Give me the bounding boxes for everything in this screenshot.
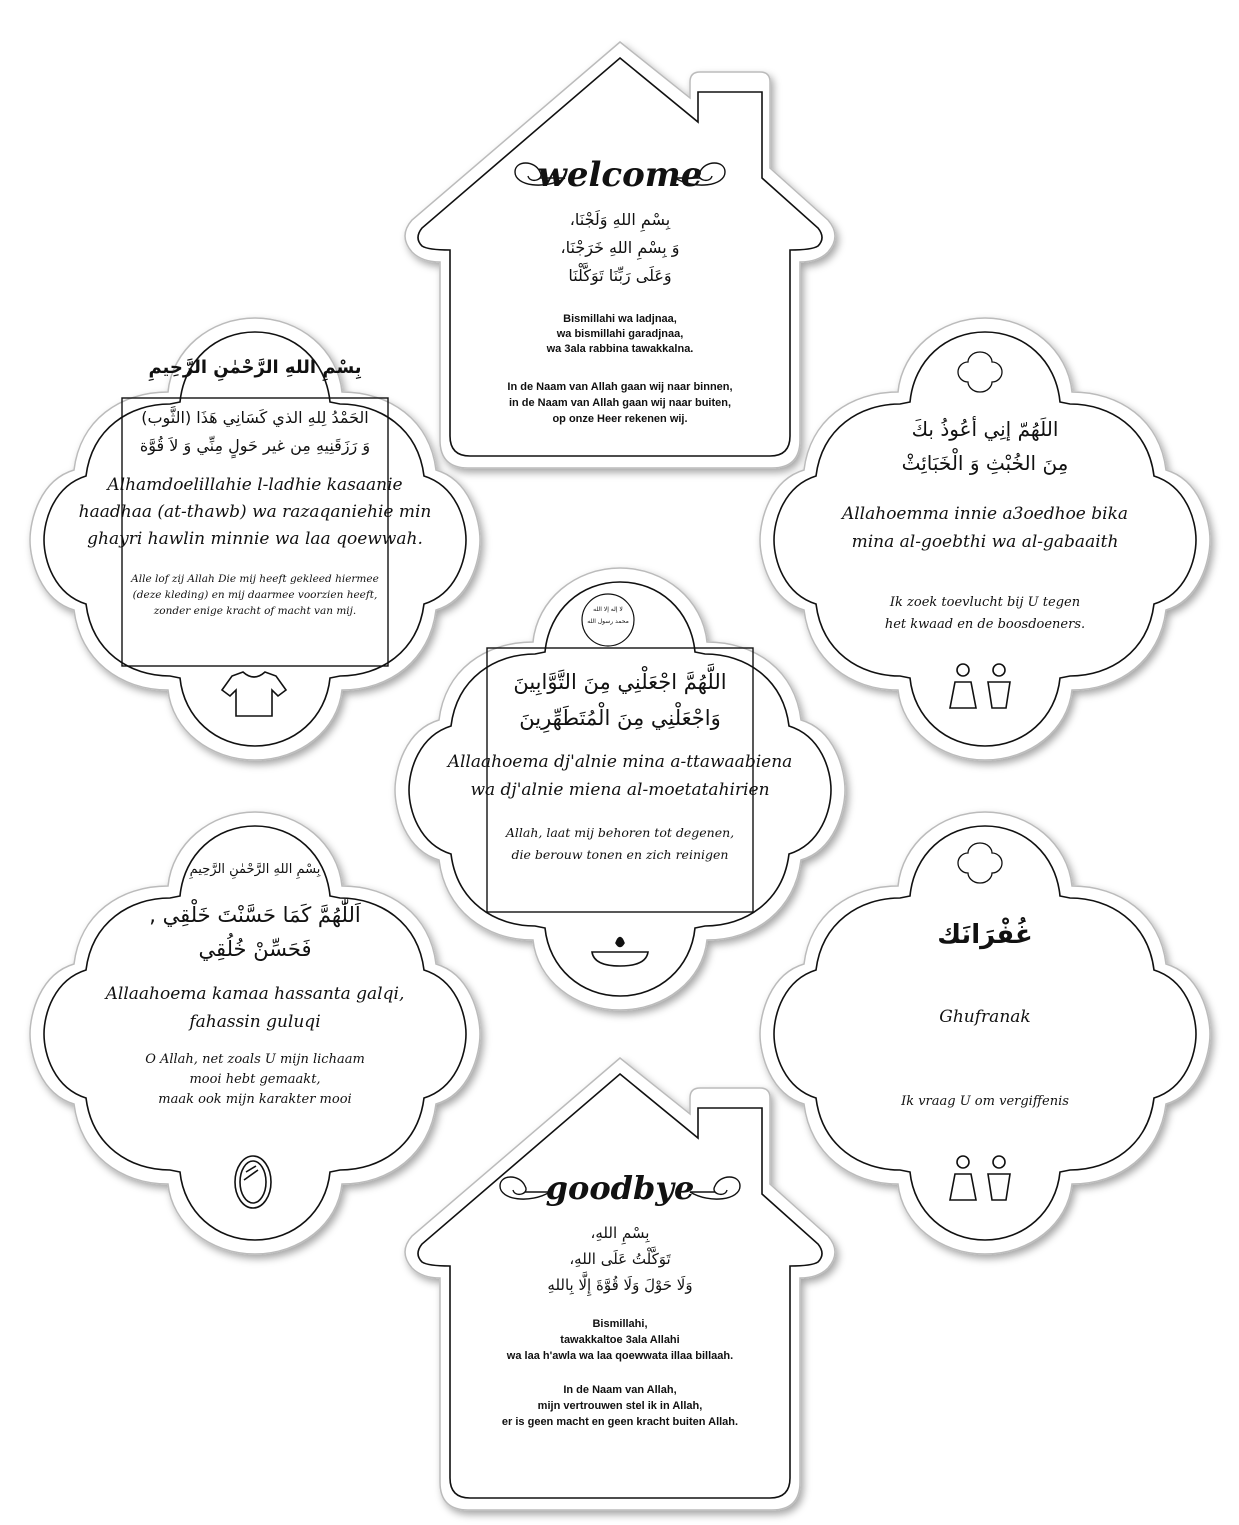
mirror-translit: Allaahoema kamaa hassanta galqi, fahassin guluqi bbox=[105, 984, 405, 1032]
goodbye-arabic: بِسْمِ اللهِ، تَوَكَّلْتُ عَلَى اللهِ، وَلَا حَوْلَ وَلَا قُوَّةَ إِلَّا بِاللهِ bbox=[547, 1224, 693, 1294]
toilet-enter-arabic: اللَهُمّ إنِي أعُوذُ بكَ مِنَ الخُبْثِ وَ الْخَبَائِثْ bbox=[901, 417, 1069, 475]
goodbye-card bbox=[460, 1164, 780, 1430]
toilet-enter-card bbox=[790, 412, 1180, 636]
basmala-calligraphy: بِسْمِ اللهِ الرَّحْمٰنِ الرَّحِيمِ bbox=[148, 357, 362, 378]
ablution-card bbox=[420, 604, 820, 866]
mirror-dutch: O Allah, net zoals U mijn lichaam mooi hebt gemaakt, maak ook mijn karakter mooi bbox=[145, 1052, 365, 1107]
welcome-dutch: In de Naam van Allah gaan wij naar binnen, in de Naam van Allah gaan wij naar buiten, op onze Heer rekenen wij. bbox=[507, 381, 733, 425]
toilet-enter-dutch: Ik zoek toevlucht bij U tegen het kwaad en de boosdoeners. bbox=[884, 595, 1086, 632]
shahada-calligraphy: لا إله إلا الله محمد رسول الله bbox=[587, 606, 629, 625]
goodbye-heading: goodbye bbox=[545, 1169, 695, 1207]
ablution-translit: Allaahoema dj'alnie mina a-ttawaabiena wa dj'alnie miena al-moetatahirien bbox=[447, 752, 793, 800]
ablution-dutch: Allah, laat mij behoren tot degenen, die berouw tonen en zich reinigen bbox=[505, 825, 735, 862]
welcome-arabic: بِسْمِ اللهِ وَلَجْنَا، وَ بِسْمِ اللهِ خَرَجْنَا، وَعَلَى رَبِّنَا تَوَكَّلْنَا bbox=[560, 210, 680, 285]
toilet-exit-arabic: غُفْرَانَك bbox=[937, 920, 1033, 950]
clothing-translit: Alhamdoelillahie l-ladhie kasaanie haadhaa (at-thawb) wa razaqaniehie min ghayri hawlin minnie wa laa qoewwah. bbox=[78, 475, 432, 549]
mirror-arabic: اَللّٰهُمَّ كَمَا حَسَّنْتَ خَلْقِي , فَحَسِّنْ خُلُقِي bbox=[149, 903, 361, 961]
basmala-calligraphy-small: بِسْمِ اللهِ الرَّحْمٰنِ الرَّحِيمِ bbox=[189, 862, 321, 877]
mirror-card bbox=[70, 850, 440, 1110]
ablution-arabic: اللَّهُمَّ اجْعَلْنِي مِنَ التَّوَّابِينَ وَاجْعَلْنِي مِنَ الْمُتَطَهِّرِينَ bbox=[513, 670, 727, 730]
welcome-card bbox=[470, 150, 770, 427]
toilet-exit-translit: Ghufranak bbox=[939, 1007, 1031, 1027]
toilet-exit-card bbox=[790, 915, 1180, 1113]
goodbye-translit: Bismillahi, tawakkaltoe 3ala Allahi wa laa h'awla wa laa qoewwata illaa billaah. bbox=[506, 1318, 734, 1362]
toilet-enter-translit: Allahoemma innie a3oedhoe bika mina al-goebthi wa al-gabaaith bbox=[841, 504, 1129, 552]
toilet-exit-dutch: Ik vraag U om vergiffenis bbox=[901, 1094, 1069, 1109]
clothing-dutch: Alle lof zij Allah Die mij heeft gekleed hiermee (deze kleding) en mij daarmee voorzien heeft, zonder enige kracht of macht van mij. bbox=[131, 573, 379, 617]
goodbye-dutch: In de Naam van Allah, mijn vertrouwen stel ik in Allah, er is geen macht en geen kracht buiten Allah. bbox=[501, 1384, 739, 1428]
welcome-translit: Bismillahi wa ladjnaa, wa bismillahi garadjnaa, wa 3ala rabbina tawakkalna. bbox=[546, 313, 694, 355]
clothing-arabic: الحَمْدُ لِلهِ الذي كَسَانِي هَذَا (الثَّوب) وَ رَزَقَنِيهِ مِن غير حَولٍ مِنِّي وَ لاَ قُوَّة bbox=[139, 408, 371, 455]
clothing-card bbox=[70, 340, 440, 619]
welcome-heading: welcome bbox=[537, 155, 703, 195]
